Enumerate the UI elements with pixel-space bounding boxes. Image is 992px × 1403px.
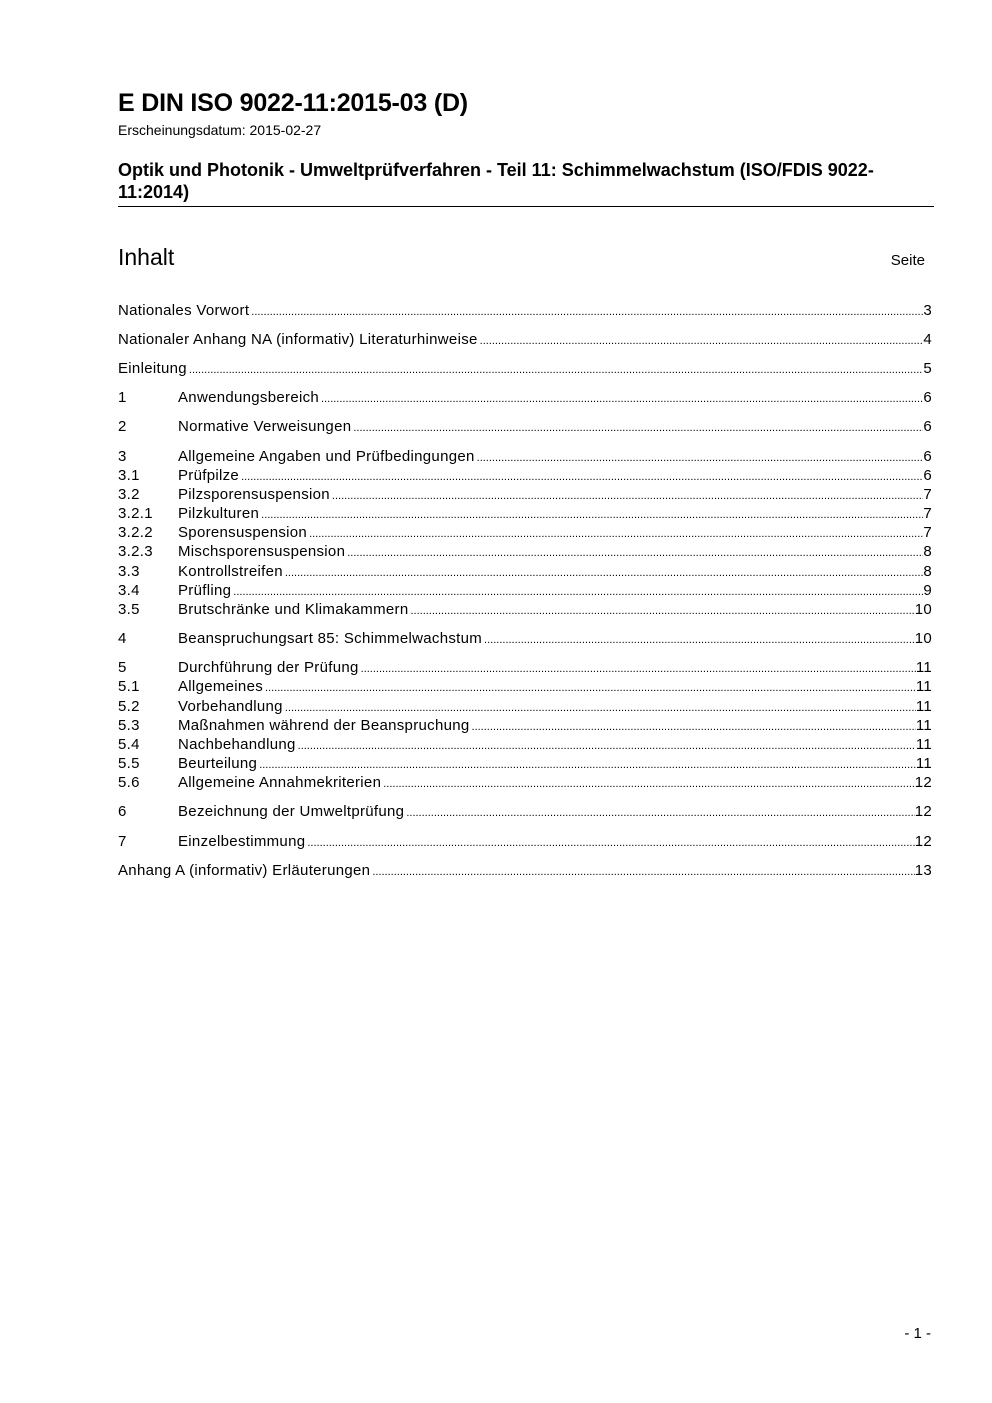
toc-entry-page: 3 xyxy=(923,302,932,319)
toc-entry-label: Durchführung der Prüfung xyxy=(178,659,359,676)
toc-entry-number: 5.1 xyxy=(118,678,140,695)
toc-entry-number: 3.2 xyxy=(118,486,140,503)
toc-entry[interactable] xyxy=(118,485,932,504)
toc-entry-label: Anhang A (informativ) Erläuterungen xyxy=(118,862,371,879)
toc-entry-number: 3.2.2 xyxy=(118,524,153,541)
toc-dot-leader xyxy=(406,804,914,823)
toc-entry-page: 11 xyxy=(915,659,932,676)
toc-entry[interactable] xyxy=(118,542,932,561)
page-number: - 1 - xyxy=(904,1325,931,1342)
toc-page-column-label: Seite xyxy=(890,252,925,269)
toc-entry-number: 3.3 xyxy=(118,563,140,580)
toc-entry[interactable] xyxy=(118,773,932,792)
toc-entry-number: 5.3 xyxy=(118,717,140,734)
toc-entry-label: Beurteilung xyxy=(178,755,258,772)
toc-entry[interactable] xyxy=(118,716,932,735)
toc-entry-page: 8 xyxy=(923,563,932,580)
toc-entry[interactable] xyxy=(118,697,932,716)
document-id: E DIN ISO 9022-11:2015-03 (D) xyxy=(118,89,468,117)
toc-entry-label: Allgemeine Angaben und Prüfbedingungen xyxy=(178,448,475,465)
toc-entry-label: Brutschränke und Klimakammern xyxy=(178,601,409,618)
toc-entry[interactable] xyxy=(118,417,932,436)
toc-entry-number: 3.5 xyxy=(118,601,140,618)
toc-dot-leader xyxy=(484,631,915,650)
toc-entry[interactable] xyxy=(118,301,932,320)
toc-entry-label: Normative Verweisungen xyxy=(178,418,352,435)
toc-entry-number: 5 xyxy=(118,659,127,676)
toc-entry-label: Nationaler Anhang NA (informativ) Literaturhinweise xyxy=(118,331,478,348)
toc-entry-number: 3.2.3 xyxy=(118,543,153,560)
toc-entry[interactable] xyxy=(118,581,932,600)
toc-entry-number: 4 xyxy=(118,630,127,647)
toc-entry-page: 5 xyxy=(923,360,932,377)
toc-entry-label: Nachbehandlung xyxy=(178,736,296,753)
toc-entry[interactable] xyxy=(118,600,932,619)
toc-dot-leader xyxy=(251,303,923,322)
toc-entry-page: 10 xyxy=(914,601,932,618)
toc-entry-page: 7 xyxy=(923,524,932,541)
toc-entry-label: Pilzkulturen xyxy=(178,505,260,522)
toc-dot-leader xyxy=(353,419,923,438)
toc-entry-label: Kontrollstreifen xyxy=(178,563,283,580)
toc-entry-page: 11 xyxy=(915,736,932,753)
toc-entry-page: 12 xyxy=(914,803,932,820)
toc-entry[interactable] xyxy=(118,832,932,851)
toc-entry-number: 5.5 xyxy=(118,755,140,772)
toc-dot-leader xyxy=(372,863,914,882)
toc-entry-number: 3.4 xyxy=(118,582,140,599)
toc-entry[interactable] xyxy=(118,861,932,880)
toc-entry[interactable] xyxy=(118,388,932,407)
publication-date: Erscheinungsdatum: 2015-02-27 xyxy=(118,122,322,138)
toc-entry[interactable] xyxy=(118,735,932,754)
toc-entry[interactable] xyxy=(118,504,932,523)
toc-entry-page: 7 xyxy=(923,486,932,503)
toc-entry-label: Prüfpilze xyxy=(178,467,240,484)
toc-dot-leader xyxy=(321,390,923,409)
toc-entry-page: 12 xyxy=(914,774,932,791)
toc-entry-page: 12 xyxy=(914,833,932,850)
toc-entry-number: 2 xyxy=(118,418,127,435)
toc-entry-page: 11 xyxy=(915,717,932,734)
toc-entry-label: Bezeichnung der Umweltprüfung xyxy=(178,803,405,820)
toc-entry-label: Maßnahmen während der Beanspruchung xyxy=(178,717,470,734)
toc-dot-leader xyxy=(189,361,923,380)
toc-entry[interactable] xyxy=(118,359,932,378)
toc-entry-page: 7 xyxy=(923,505,932,522)
toc-entry[interactable] xyxy=(118,629,932,648)
toc-entry[interactable] xyxy=(118,562,932,581)
toc-entry-page: 11 xyxy=(915,698,932,715)
toc-entry-label: Einleitung xyxy=(118,360,187,377)
toc-dot-leader xyxy=(307,834,914,853)
toc-entry-label: Anwendungsbereich xyxy=(178,389,320,406)
toc-entry-page: 4 xyxy=(923,331,932,348)
toc-entry-number: 3 xyxy=(118,448,127,465)
toc-entry-page: 11 xyxy=(915,678,932,695)
toc-entry-label: Vorbehandlung xyxy=(178,698,283,715)
toc-entry[interactable] xyxy=(118,466,932,485)
toc-entry-number: 5.6 xyxy=(118,774,140,791)
toc-dot-leader xyxy=(383,775,914,794)
toc-entry-number: 5.4 xyxy=(118,736,140,753)
toc-dot-leader xyxy=(410,602,914,621)
toc-entry-label: Pilzsporensuspension xyxy=(178,486,330,503)
toc-entry-page: 6 xyxy=(923,448,932,465)
toc-entry[interactable] xyxy=(118,523,932,542)
toc-entry-label: Nationales Vorwort xyxy=(118,302,250,319)
toc-heading: Inhalt xyxy=(118,244,175,270)
toc-entry-label: Mischsporensuspension xyxy=(178,543,346,560)
toc-dot-leader xyxy=(480,332,924,351)
toc-entry-label: Allgemeines xyxy=(178,678,264,695)
toc-dot-leader xyxy=(265,679,916,698)
toc-entry-page: 8 xyxy=(923,543,932,560)
toc-entry-number: 3.1 xyxy=(118,467,140,484)
toc-entry[interactable] xyxy=(118,658,932,677)
document-title: Optik und Photonik - Umweltprüfverfahren - Teil 11: Schimmelwachstum (ISO/FDIS 9022-11:2014) xyxy=(118,160,874,202)
toc-entry[interactable] xyxy=(118,330,932,349)
toc-entry[interactable] xyxy=(118,754,932,773)
toc-entry-page: 10 xyxy=(914,630,932,647)
toc-entry-page: 6 xyxy=(923,389,932,406)
toc-entry[interactable] xyxy=(118,677,932,696)
toc-entry[interactable] xyxy=(118,447,932,466)
toc-entry-number: 1 xyxy=(118,389,127,406)
toc-entry[interactable] xyxy=(118,802,932,821)
toc-entry-number: 5.2 xyxy=(118,698,140,715)
toc-entry-page: 11 xyxy=(915,755,932,772)
toc-entry-label: Allgemeine Annahmekriterien xyxy=(178,774,382,791)
toc-dot-leader xyxy=(347,544,923,563)
toc-entry-number: 3.2.1 xyxy=(118,505,153,522)
toc-entry-page: 6 xyxy=(923,467,932,484)
toc-entry-number: 6 xyxy=(118,803,127,820)
toc-entry-number: 7 xyxy=(118,833,127,850)
toc-entry-label: Prüfling xyxy=(178,582,232,599)
toc-entry-page: 6 xyxy=(923,418,932,435)
toc-entry-label: Beanspruchungsart 85: Schimmelwachstum xyxy=(178,630,483,647)
toc-entry-page: 13 xyxy=(914,862,932,879)
toc-entry-page: 9 xyxy=(923,582,932,599)
toc-entry-label: Sporensuspension xyxy=(178,524,308,541)
toc-entry-label: Einzelbestimmung xyxy=(178,833,306,850)
title-divider xyxy=(118,206,934,207)
